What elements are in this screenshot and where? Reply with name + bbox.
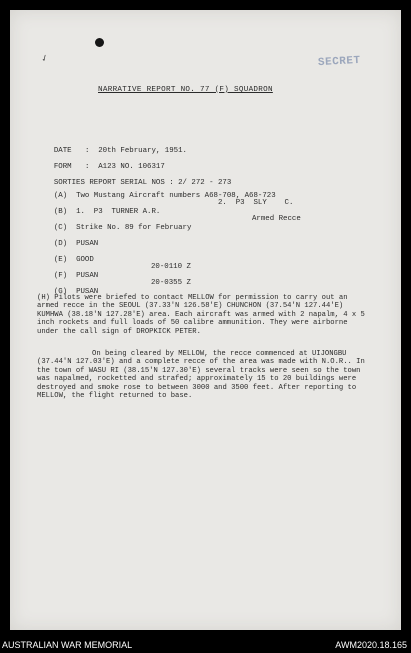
- field-form: FORM : A123 NO. 106317: [53, 163, 165, 171]
- report-title: NARRATIVE REPORT NO. 77 (F) SQUADRON: [98, 86, 273, 94]
- footer-accession-number: AWM2020.18.165: [335, 640, 407, 650]
- field-date: DATE : 20th February, 1951.: [53, 147, 187, 155]
- item-e: (E) GOOD: [53, 256, 94, 264]
- pencil-mark: ✓: [40, 53, 51, 66]
- item-b-second: 2. P3 SLY C.: [218, 199, 294, 207]
- item-f: (F) PUSAN: [53, 272, 99, 280]
- punch-hole: [95, 38, 104, 47]
- item-c: (C) Strike No. 89 for February: [53, 224, 192, 232]
- item-b: (B) 1. P3 TURNER A.R.: [53, 208, 161, 216]
- item-c-extra: Armed Recce: [252, 215, 301, 223]
- item-d: (D) PUSAN: [53, 240, 99, 248]
- field-sorties-serial: SORTIES REPORT SERIAL NOS : 2/ 272 - 273: [53, 179, 232, 187]
- item-g-time: 20-0355 Z: [151, 279, 191, 287]
- item-g: (G) PUSAN: [53, 288, 99, 296]
- item-a: (A) Two Mustang Aircraft numbers A68-708, A68-723: [53, 192, 276, 200]
- archive-footer: [0, 638, 411, 653]
- paragraph-h: (H) Pilots were briefed to contact MELLOW for permission to carry out an armed recce in the SEOUL (37.33'N 126.58'E) CHUNCHON (37.54'N 127.44'E) KUMHWA (38.18'N 127.28'E) area. Each aircraft was armed with 2 napalm, 4 x 5 inch rockets and full loads of 50 calibre ammunition. They were airborne under the call sign of DROPKICK PETER.: [37, 294, 365, 336]
- security-stamp: SECRET: [317, 54, 361, 70]
- paragraph-narrative: On being cleared by MELLOW, the recce commenced at UIJONGBU (37.44'N 127.03'E) and a complete recce of the area was made with N.O.R.. In the town of WASU RI (38.15'N 127.30'E) several tracks were seen so the town was napalmed, rocketted and strafed; approximately 15 to 20 buildings were destroyed and smoke rose to between 3000 and 3500 feet. After reporting to MELLOW, the flight returned to base.: [37, 350, 365, 401]
- footer-institution: AUSTRALIAN WAR MEMORIAL: [2, 640, 133, 650]
- item-f-time: 20-0110 Z: [151, 263, 191, 271]
